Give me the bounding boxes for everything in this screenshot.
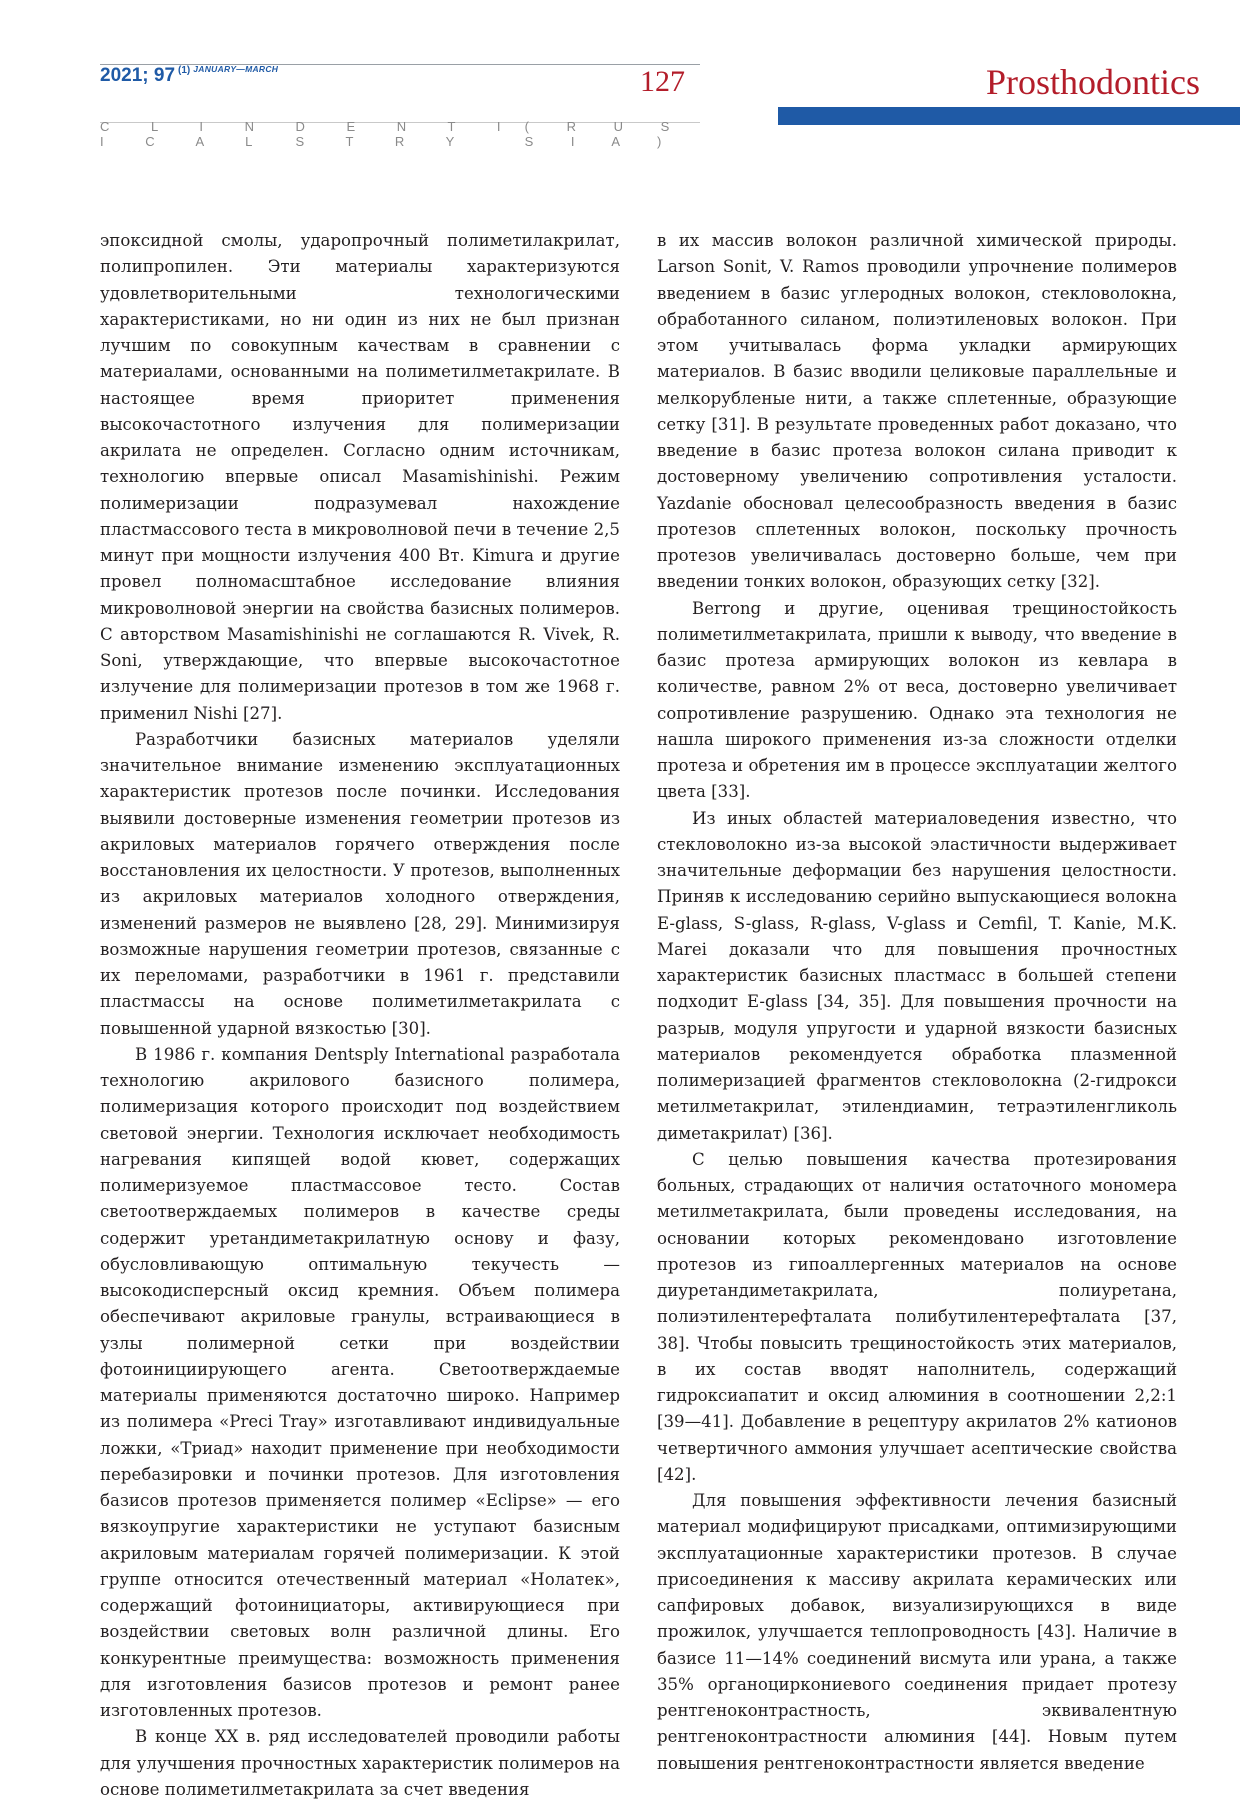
page-number: 127 <box>640 65 685 98</box>
page-header <box>0 0 1240 200</box>
section-title: Prosthodontics <box>985 62 1200 102</box>
paragraph: Berrong и другие, оценивая трещиностойкость полиметилметакрилата, пришли к выводу, что введение в базис протеза армирующих волокон из кевлара в количестве, равном 2% от веса, достоверно увеличивает сопротивление разрушению. Однако эта технология не нашла широкого применения из-за сложности отделки протеза и обретения им в процессе эксплуатации желтого цвета [33]. <box>657 598 1177 802</box>
left-text-column <box>100 228 620 1799</box>
issue-info <box>100 64 278 87</box>
paragraph: С целью повышения качества протезирования больных, страдающих от наличия остаточного мономера метилметакрилата, были проведены исследования, на основании которых рекомендовано изготовление протезов из гипоаллергенных материалов на основе диуретандиметакрилата, полиуретана, полиэтилентерефталата полибутилентерефталата [37, 38]. Чтобы повысить трещиностойкость этих материалов, в их состав вводят наполнитель, содержащий гидроксиапатит и оксид алюминия в соотношении 2,2:1 [39—41]. Добавление в рецептуру акрилатов 2% катионов четвертичного аммония улучшает асептические свойства [42]. <box>657 1149 1177 1484</box>
journal-word-1: C L I N I C A L <box>100 119 273 149</box>
paragraph: Для повышения эффективности лечения базисный материал модифицируют присадками, оптимизирующими эксплуатационные характеристики протезов. В случае присоединения к массиву акрилата керамических или сапфировых добавок, визуализирующихся в виде прожилок, улучшается теплопроводность [43]. Наличие в базисе 11—14% соединений висмута или урана, а также 35% органоциркониевого соединения придает протезу рентгеноконтрастность, эквивалентную рентгеноконтрастности алюминия [44]. Новым путем повышения рентгеноконтрастности является введение <box>657 1491 1177 1773</box>
paragraph: Из иных областей материаловедения известно, что стекловолокно из-за высокой эластичности выдерживает значительные деформации без нарушения целостности. Приняв к исследованию серийно выпускающиеся волокна E-glass, S-glass, R-glass, V-glass и Cemfil, T. Kanie, M.K. Marei доказали что для повышения прочностных характеристик базисных пластмасс в большей степени подходит E-glass [34, 35]. Для повышения прочности на разрыв, модуля упругости и ударной вязкости базисных материалов рекомендуется обработка плазменной полимеризацией фрагментов стекловолокна (2-гидрокси метилметакрилат, этилендиамин, тетраэтиленгликоль диметакрилат) [36]. <box>657 808 1177 1143</box>
right-text-column <box>657 228 1177 1773</box>
paragraph: Разработчики базисных материалов уделяли значительное внимание изменению эксплуатационных характеристик протезов после починки. Исследования выявили достоверные изменения геометрии протезов из акриловых материалов горячего отверждения после восстановления их целостности. У протезов, выполненных из акриловых материалов холодного отверждения, изменений размеров не выявлено [28, 29]. Минимизируя возможные нарушения геометрии протезов, связанные с их переломами, разработчики в 1961 г. представили пластмассы на основе полиметилметакрилата с повышенной ударной вязкостью [30]. <box>100 729 620 1038</box>
journal-word-2: D E N T I S T R Y <box>295 119 520 149</box>
paragraph: эпоксидной смолы, ударопрочный полиметилакрилат, полипропилен. Эти материалы характеризуются удовлетворительными технологическими характеристиками, но ни один из них не был признан лучшим по совокупным качествам в сравнении с материалами, основанными на полиметилметакрилате. В настоящее время приоритет применения высокочастотного излучения для полимеризации акрилата не определен. Согласно одним источникам, технологию впервые описал Masamishinishi. Режим полимеризации подразумевал нахождение пластмассового теста в микроволновой печи в течение 2,5 минут при мощности излучения 400 Вт. Kimura и другие провел полномасштабное исследование влияния микроволновой энергии на свойства базисных полимеров. С авторством Masamishinishi не соглашаются R. Vivek, R. Soni, утверждающие, что впервые высокочастотное излучение для полимеризации протезов в том же 1968 г. применил Nishi [27]. <box>100 231 620 723</box>
journal-word-3: ( R U S S I A ) <box>524 119 687 149</box>
paragraph: В 1986 г. компания Dentsply International разработала технологию акрилового базисного полимера, полимеризация которого происходит под воздействием световой энергии. Технология исключает необходимость нагревания кипящей водой кювет, содержащих полимеризуемое пластмассовое тесто. Состав светоотверждаемых полимеров в качестве среды содержит уретандиметакрилатную основу и фазу, обусловливающую оптимальную текучесть — высокодисперсный оксид кремния. Объем полимера обеспечивают акриловые гранулы, встраивающиеся в узлы полимерной сетки при воздействии фотоинициирующего агента. Светоотверждаемые материалы применяются достаточно широко. Например из полимера «Preci Tray» изготавливают индивидуальные ложки, «Триад» находит применение при необходимости перебазировки и починки протезов. Для изготовления базисов протезов применяется полимер «Eclipse» — его вязкоупругие характеристики не уступают базисным акриловым материалам горячей полимеризации. К этой группе относится отечественный материал «Нолатек», содержащий фотоинициаторы, активирующиеся при воздействии световых волн различной длины. Его конкурентные преимущества: возможность применения для изготовления базисов протезов и ремонт ранее изготовленных протезов. <box>100 1044 620 1720</box>
journal-name <box>100 119 704 149</box>
section-accent-bar <box>778 107 1240 125</box>
paragraph: В конце XX в. ряд исследователей проводили работы для улучшения прочностных характеристик полимеров на основе полиметилметакрилата за счет введения <box>100 1727 620 1799</box>
issue-months: JANUARY—MARCH <box>193 64 279 74</box>
paragraph: в их массив волокон различной химической природы. Larson Sonit, V. Ramos проводили упрочнение полимеров введением в базис углеродных волокон, стекловолокна, обработанного силаном, полиэтиленовых волокон. При этом учитывалась форма укладки армирующих материалов. В базис вводили целиковые параллельные и мелкорубленые нити, а также сплетенные, образующие сетку [31]. В результате проведенных работ доказано, что введение в базис протеза волокон силана приводит к достоверному увеличению сопротивления усталости. Yazdanie обосновал целесообразность введения в базис протезов сплетенных волокон, поскольку прочность протезов увеличивалась достоверно больше, чем при введении тонких волокон, образующих сетку [32]. <box>657 231 1177 592</box>
issue-number: (1) <box>178 65 191 76</box>
year-volume: 2021; 97 <box>100 65 176 86</box>
